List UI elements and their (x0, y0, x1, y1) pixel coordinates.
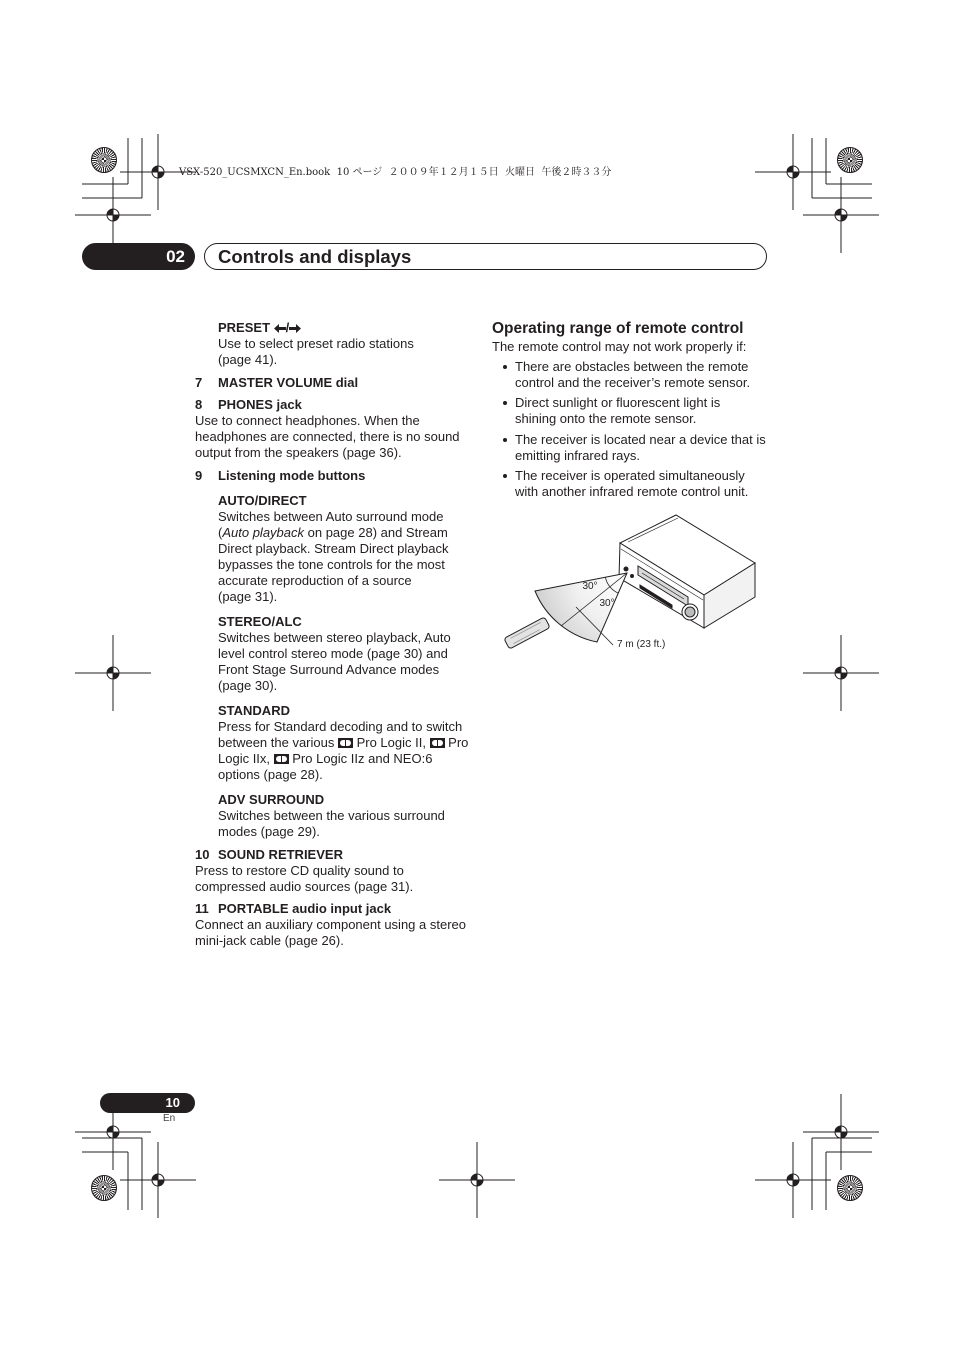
item-label: Listening mode buttons (218, 468, 366, 483)
sub-heading: ADV SURROUND (218, 792, 325, 807)
print-slug: VSX-520_UCSMXCN_En.book 10 ページ ２００９年１２月１５日 火曜日 午後２時３３分 (179, 167, 612, 178)
list-item-text: There are obstacles between the remote control and the receiver’s remote sensor. (515, 359, 751, 390)
text-run: on page 28) and Stream Direct playback. Stream Direct playback bypasses the tone controls for the most accurate reproduction of a source (page 31). (218, 525, 449, 604)
item-number: 7 (195, 375, 203, 390)
bullet-icon (503, 438, 507, 442)
sub-description: Switches between stereo playback, Auto level control stereo mode (page 30) and Front Stage Surround Advance modes (page 30). (218, 630, 451, 693)
list-item-text: The receiver is located near a device that is emitting infrared rays. (515, 432, 766, 463)
list-item-text: Direct sunlight or fluorescent light is shining onto the remote sensor. (515, 395, 721, 426)
item-description: Connect an auxiliary component using a stereo mini-jack cable (page 26). (195, 917, 466, 948)
color-registration-starburst-icon (837, 147, 863, 173)
page-number-badge (100, 1093, 195, 1113)
sub-heading: STEREO/ALC (218, 614, 302, 629)
item-9 (195, 468, 365, 484)
list-item (503, 468, 748, 500)
sub-description (218, 719, 468, 783)
item-label: PORTABLE audio input jack (218, 901, 392, 916)
registration-target-icon (439, 1142, 515, 1218)
item-label: SOUND RETRIEVER (218, 847, 343, 862)
item-label: PHONES jack (218, 397, 302, 412)
registration-target-icon (75, 635, 151, 711)
section-heading-block (492, 320, 743, 338)
standard-entry (218, 703, 468, 783)
registration-target-icon (803, 177, 879, 253)
text-run: Pro Logic IIz and NEO:6 options (page 28). (218, 751, 433, 782)
item-number: 11 (195, 901, 209, 916)
crop-mark-bottom-left (82, 1138, 142, 1210)
page-number: 10 (165, 1095, 180, 1110)
chapter-number-badge (82, 243, 195, 270)
preset-heading (218, 320, 414, 336)
dolby-double-d-icon (338, 738, 353, 748)
item-7 (195, 375, 358, 391)
text-run: Press for Standard decoding and to switch between the various (218, 719, 463, 750)
item-11 (195, 901, 466, 949)
section-heading: Operating range of remote control (492, 320, 744, 337)
dolby-double-d-icon (430, 738, 445, 748)
sub-heading: STANDARD (218, 703, 290, 718)
left-arrow-icon (274, 324, 286, 333)
remote-range-diagram (495, 505, 760, 655)
angle-label-lower: 30° (599, 598, 615, 609)
color-registration-starburst-icon (837, 1175, 863, 1201)
item-number: 9 (195, 468, 203, 483)
sub-heading: AUTO/DIRECT (218, 493, 307, 508)
bullet-icon (503, 401, 507, 405)
list-item-text: The receiver is operated simultaneously with another infrared remote control unit. (515, 468, 749, 499)
item-number: 8 (195, 397, 203, 412)
bullet-icon (503, 474, 507, 478)
list-item (503, 395, 720, 427)
list-item (503, 359, 750, 391)
text-run: Pro Logic II, (352, 735, 430, 750)
distance-label: 7 m (23 ft.) (617, 639, 666, 650)
sub-description (218, 509, 448, 605)
text-run: Pro Logic IIx, (218, 735, 469, 766)
angle-label-upper: 30° (582, 581, 598, 592)
color-registration-starburst-icon (91, 147, 117, 173)
right-arrow-icon (289, 324, 301, 333)
chapter-title: Controls and displays (218, 246, 412, 267)
page-language: En (163, 1113, 176, 1124)
item-label: MASTER VOLUME dial (218, 375, 359, 390)
sub-description: Switches between the various surround modes (page 29). (218, 808, 445, 839)
registration-target-icon (75, 177, 151, 253)
preset-description: Use to select preset radio stations (page 41). (218, 336, 414, 367)
registration-target-icon (755, 1142, 831, 1218)
remote-control-illustration (504, 617, 550, 649)
registration-target-icon (803, 1094, 879, 1170)
preset-label: PRESET (218, 320, 271, 335)
chapter-title-bar (204, 243, 767, 270)
item-description: Press to restore CD quality sound to compressed audio sources (page 31). (195, 863, 414, 894)
registration-target-icon (755, 134, 831, 210)
auto-direct-entry (218, 493, 448, 605)
item-10 (195, 847, 413, 895)
receiver-illustration (619, 515, 755, 628)
dolby-double-d-icon (274, 754, 289, 764)
preset-entry (218, 320, 414, 368)
item-description: Use to connect headphones. When the headphones are connected, there is no sound output from the speakers (page 36). (195, 413, 460, 460)
text-run: Switches between Auto surround mode ( (218, 509, 444, 540)
italic-term: Auto playback (222, 525, 305, 540)
item-number: 10 (195, 847, 210, 862)
registration-target-icon (120, 1142, 196, 1218)
registration-target-icon (803, 635, 879, 711)
bullet-icon (503, 365, 507, 369)
list-item (503, 432, 766, 464)
item-8 (195, 397, 460, 461)
stereo-alc-entry (218, 614, 451, 694)
preset-separator: / (285, 320, 290, 335)
section-intro: The remote control may not work properly if: (492, 339, 747, 354)
chapter-number: 02 (166, 247, 185, 266)
adv-surround-entry (218, 792, 445, 840)
color-registration-starburst-icon (91, 1175, 117, 1201)
crop-mark-bottom-right (812, 1138, 872, 1210)
